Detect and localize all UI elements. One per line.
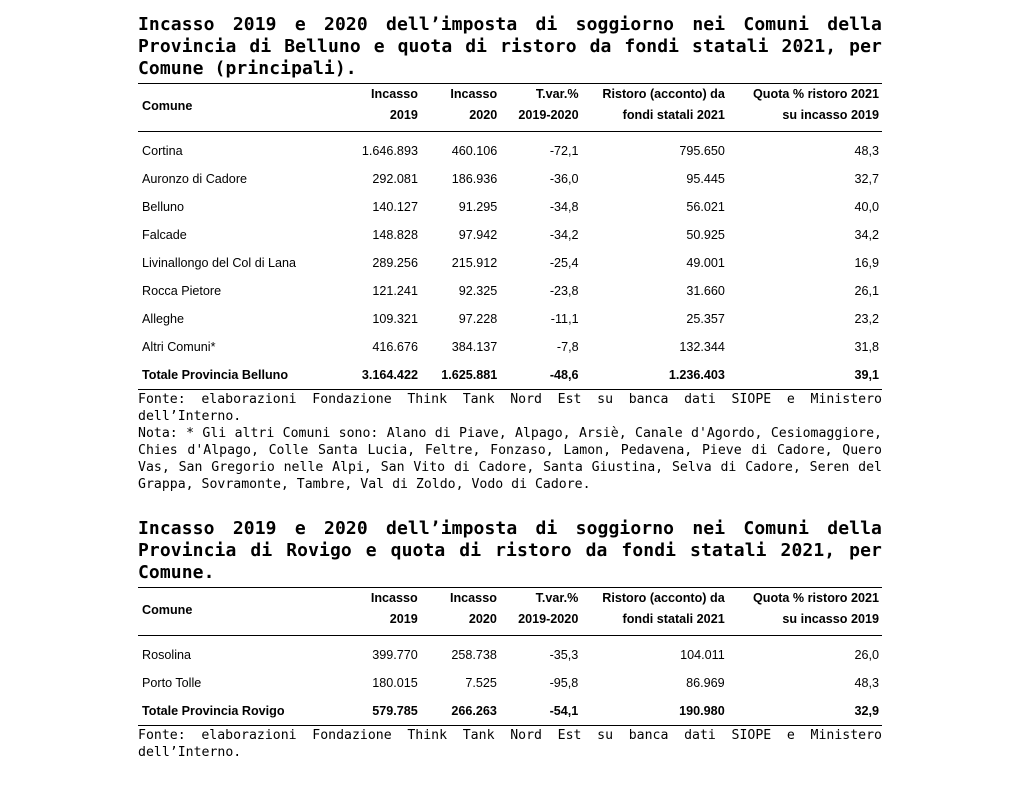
table-cell: -23,8 <box>549 284 579 298</box>
table-cell: 215.912 <box>451 256 498 270</box>
table-row <box>138 277 882 305</box>
rovigo-table <box>138 588 882 725</box>
table-cell: 26,1 <box>854 284 879 298</box>
table-cell: Rocca Pietore <box>142 284 222 298</box>
header-quota: Quota % ristoro 2021 su incasso 2019 <box>753 87 879 122</box>
table-cell: Rosolina <box>142 648 192 662</box>
table-cell: 399.770 <box>372 648 418 662</box>
table-cell: Altri Comuni* <box>142 340 216 354</box>
rovigo-table-body <box>138 641 882 725</box>
table-cell: -95,8 <box>549 676 579 690</box>
table-cell: 140.127 <box>372 200 418 214</box>
total-row <box>138 361 882 389</box>
table-cell: 32,7 <box>854 172 879 186</box>
table-cell: 23,2 <box>854 312 879 326</box>
total-cell: -54,1 <box>549 704 579 718</box>
header-comune: Comune <box>142 602 193 617</box>
total-cell: 39,1 <box>854 368 879 382</box>
table-cell: Livinallongo del Col di Lana <box>142 256 297 270</box>
table-cell: Porto Tolle <box>142 676 202 690</box>
table-cell: 186.936 <box>451 172 498 186</box>
table-row <box>138 305 882 333</box>
table-cell: 86.969 <box>686 676 725 690</box>
rovigo-section <box>138 518 882 761</box>
table-cell: -7,8 <box>556 340 579 354</box>
table-cell: Belluno <box>142 200 185 214</box>
table-cell: 1.646.893 <box>361 144 418 158</box>
table-cell: 50.925 <box>686 228 725 242</box>
table-cell: 31,8 <box>854 340 879 354</box>
source-note: Fonte: elaborazioni Fondazione Think Tank Nord Est su banca dati SIOPE e Ministero dell’Interno. <box>138 728 882 760</box>
table-cell: 97.942 <box>458 228 498 242</box>
table-cell: Auronzo di Cadore <box>142 172 248 186</box>
table-row <box>138 641 882 669</box>
table-cell: 258.738 <box>451 648 497 662</box>
header-tvar: T.var.% 2019-2020 <box>518 87 579 122</box>
table-header-row <box>138 588 882 630</box>
table-cell: 148.828 <box>372 228 418 242</box>
table-cell: 56.021 <box>686 200 725 214</box>
table-cell: -34,2 <box>549 228 579 242</box>
table-cell: 121.241 <box>372 284 418 298</box>
table-row <box>138 333 882 361</box>
table-cell: 40,0 <box>854 200 879 214</box>
table-cell: 460.106 <box>451 144 498 158</box>
total-row <box>138 697 882 725</box>
table-cell: 7.525 <box>465 676 497 690</box>
table-cell: 26,0 <box>854 648 879 662</box>
belluno-table-body <box>138 137 882 389</box>
table-cell: Falcade <box>142 228 187 242</box>
table-cell: -36,0 <box>549 172 579 186</box>
footnote: Nota: * Gli altri Comuni sono: Alano di Piave, Alpago, Arsiè, Canale d'Agordo, Cesiomaggiore, Chies d'Alpago, Colle Santa Lucia, Feltre, Fonzaso, Lamon, Pedavena, Pieve di Cadore, Quero Vas, San Gregorio nelle Alpi, San Vito di Cadore, Santa Giustina, Selva di Cadore, Seren del Grappa, Sovramonte, Tambre, Val di Zoldo, Vodo di Cadore. <box>138 426 882 492</box>
table-cell: -25,4 <box>549 256 579 270</box>
belluno-table-title: Incasso 2019 e 2020 dell’imposta di soggiorno nei Comuni della Provincia di Belluno e quota di ristoro da fondi statali 2021, per Comune (principali). <box>138 14 882 79</box>
table-cell: 289.256 <box>372 256 418 270</box>
table-row <box>138 165 882 193</box>
belluno-section <box>138 14 882 493</box>
table-cell: 91.295 <box>458 200 498 214</box>
table-row <box>138 221 882 249</box>
table-cell: 292.081 <box>372 172 418 186</box>
table-cell: 180.015 <box>372 676 418 690</box>
table-row <box>138 193 882 221</box>
header-quota: Quota % ristoro 2021 su incasso 2019 <box>753 591 879 626</box>
header-tvar: T.var.% 2019-2020 <box>518 591 579 626</box>
table-header-row <box>138 84 882 126</box>
bottom-rule <box>138 725 882 726</box>
table-cell: -35,3 <box>549 648 579 662</box>
table-cell: 132.344 <box>679 340 725 354</box>
total-cell: Totale Provincia Belluno <box>142 368 289 382</box>
table-cell: 31.660 <box>686 284 725 298</box>
table-cell: 97.228 <box>458 312 498 326</box>
table-cell: 795.650 <box>679 144 725 158</box>
table-cell: 49.001 <box>686 256 725 270</box>
total-cell: 32,9 <box>854 704 879 718</box>
total-cell: 1.236.403 <box>668 368 725 382</box>
total-cell: 190.980 <box>679 704 725 718</box>
header-ristoro: Ristoro (acconto) da fondi statali 2021 <box>602 591 725 626</box>
table-cell: -34,8 <box>549 200 579 214</box>
table-cell: 416.676 <box>372 340 418 354</box>
table-cell: Alleghe <box>142 312 185 326</box>
header-incasso-2019: Incasso 2019 <box>371 87 418 122</box>
header-comune: Comune <box>142 98 193 113</box>
total-cell: 1.625.881 <box>441 368 498 382</box>
table-cell: 48,3 <box>854 676 879 690</box>
table-cell: 16,9 <box>854 256 879 270</box>
total-cell: 579.785 <box>372 704 418 718</box>
header-incasso-2020: Incasso 2020 <box>450 87 498 122</box>
source-note: Fonte: elaborazioni Fondazione Think Tank Nord Est su banca dati SIOPE e Ministero dell’Interno. <box>138 392 882 424</box>
table-row <box>138 669 882 697</box>
table-cell: 92.325 <box>458 284 498 298</box>
table-cell: 109.321 <box>372 312 418 326</box>
table-cell: 95.445 <box>686 172 725 186</box>
table-cell: -72,1 <box>549 144 579 158</box>
table-cell: 25.357 <box>686 312 725 326</box>
table-row <box>138 249 882 277</box>
table-cell: 34,2 <box>854 228 879 242</box>
table-cell: Cortina <box>142 144 183 158</box>
header-incasso-2020: Incasso 2020 <box>449 591 497 626</box>
rovigo-table-title: Incasso 2019 e 2020 dell’imposta di soggiorno nei Comuni della Provincia di Rovigo e quota di ristoro da fondi statali 2021, per Comune. <box>138 518 882 583</box>
header-incasso-2019: Incasso 2019 <box>370 591 418 626</box>
total-cell: 266.263 <box>451 704 497 718</box>
bottom-rule <box>138 389 882 390</box>
total-cell: 3.164.422 <box>361 368 418 382</box>
table-row <box>138 137 882 165</box>
table-cell: 48,3 <box>854 144 879 158</box>
belluno-table <box>138 84 882 389</box>
total-cell: Totale Provincia Rovigo <box>142 704 285 718</box>
header-ristoro: Ristoro (acconto) da fondi statali 2021 <box>602 87 725 122</box>
table-cell: 104.011 <box>680 648 725 662</box>
total-cell: -48,6 <box>549 368 579 382</box>
table-cell: 384.137 <box>451 340 498 354</box>
table-cell: -11,1 <box>550 312 579 326</box>
